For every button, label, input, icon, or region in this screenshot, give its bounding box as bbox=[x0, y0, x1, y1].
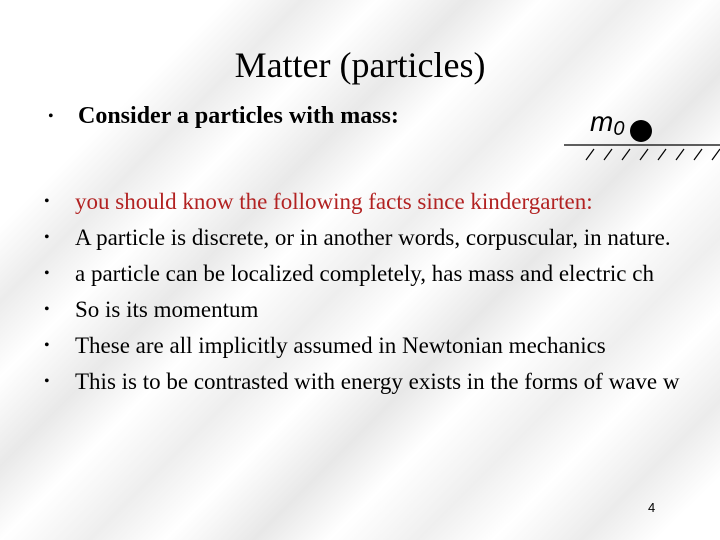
slide-title: Matter (particles) bbox=[234, 45, 486, 85]
fact-text: A particle is discrete, or in another words, corpuscular, in nature. bbox=[75, 225, 671, 250]
fact-text: These are all implicitly assumed in Newtonian mechanics bbox=[75, 333, 606, 358]
intro-text: Consider a particles with mass: bbox=[78, 103, 399, 129]
intro-bullet: • bbox=[48, 108, 54, 126]
intro-line bbox=[48, 103, 399, 130]
list-item bbox=[44, 222, 720, 258]
mass-label bbox=[590, 108, 624, 139]
fact-text: So is its momentum bbox=[75, 297, 259, 322]
fact-text: you should know the following facts since kindergarten: bbox=[75, 189, 593, 214]
list-item bbox=[44, 294, 720, 330]
ground-hatch-lines bbox=[586, 149, 720, 160]
mass-subscript: 0 bbox=[613, 118, 625, 140]
bullet-icon: • bbox=[44, 337, 50, 354]
list-item bbox=[44, 330, 720, 366]
mass-symbol: m bbox=[590, 106, 614, 137]
facts-list bbox=[44, 186, 720, 402]
bullet-icon: • bbox=[44, 373, 50, 390]
fact-text: a particle can be localized completely, has mass and electric ch bbox=[75, 261, 654, 286]
page-number: 4 bbox=[648, 500, 656, 515]
bullet-icon: • bbox=[44, 265, 50, 282]
list-item bbox=[44, 366, 720, 402]
ground-hatch-icon bbox=[564, 144, 720, 162]
bullet-icon: • bbox=[44, 301, 50, 318]
fact-text: This is to be contrasted with energy exists in the forms of wave w bbox=[75, 369, 680, 394]
bullet-icon: • bbox=[44, 193, 50, 210]
bullet-icon: • bbox=[44, 229, 50, 246]
list-item bbox=[44, 258, 720, 294]
list-item bbox=[44, 186, 720, 222]
particle-ball-icon bbox=[630, 120, 652, 142]
